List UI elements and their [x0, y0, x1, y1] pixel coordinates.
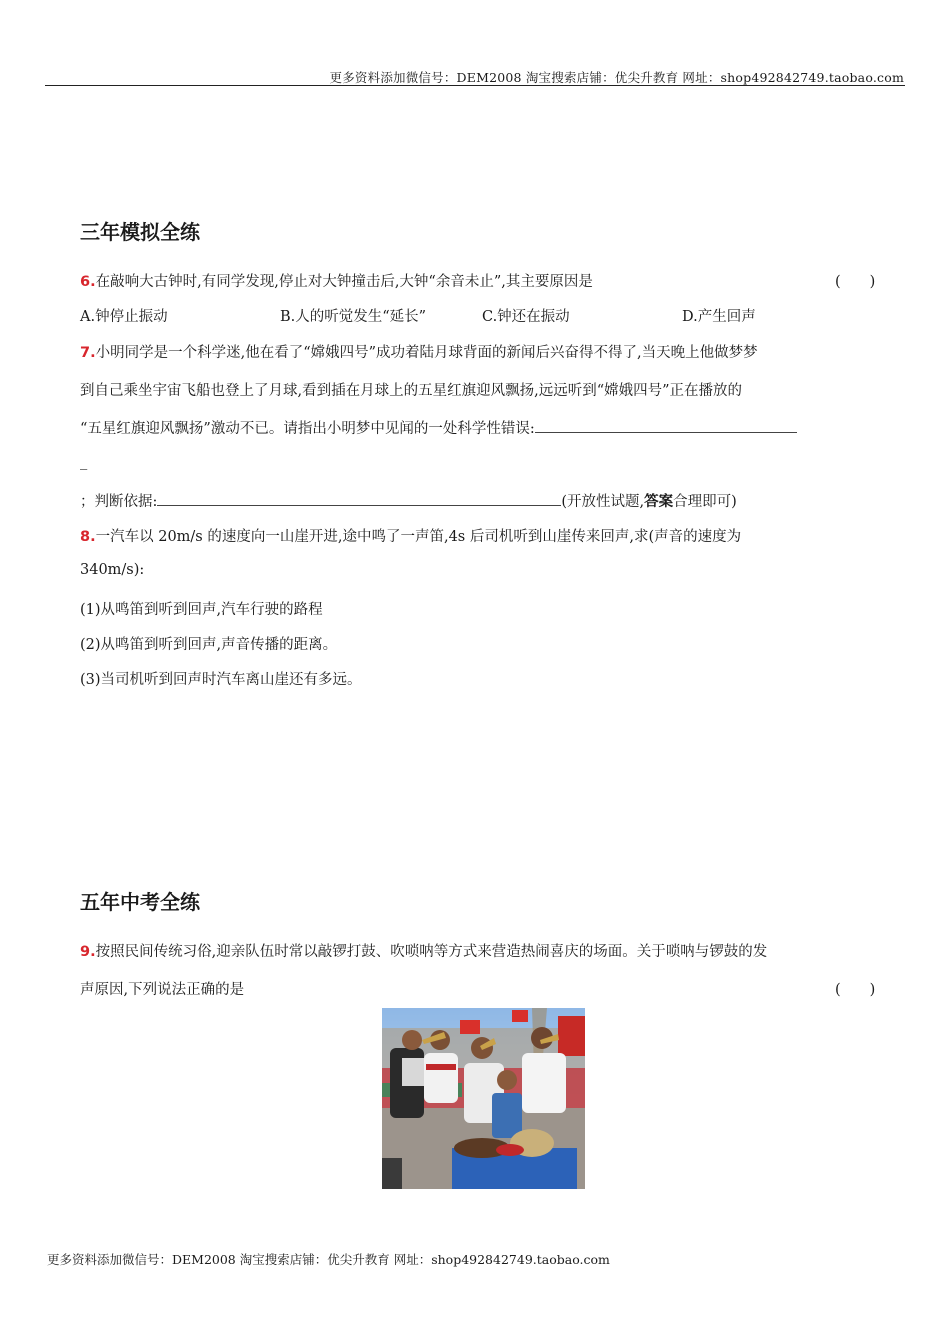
answer-parenthesis: ( ) — [835, 982, 876, 998]
question-7-line-3 — [80, 417, 797, 438]
question-8 — [80, 525, 741, 546]
page-footer-text: 更多资料添加微信号：DEM2008 淘宝搜索店铺：优尖升教育 网址：shop492842749.taobao.com — [47, 1252, 610, 1267]
question-text: 合理即可) — [673, 494, 737, 510]
option-b: B.人的听觉发生“延长” — [280, 309, 427, 325]
question-6 — [80, 270, 593, 291]
section-title-three-year: 三年模拟全练 — [80, 220, 200, 244]
question-text: “五星红旗迎风飘扬”激动不已。请指出小明梦中见闻的一处科学性错误: — [80, 421, 535, 437]
question-text: 小明同学是一个科学迷,他在看了“嫦娥四号”成功着陆月球背面的新闻后兴奋得不得了,当天晚上他做梦梦 — [95, 345, 758, 361]
question-text: ；判断依据: — [80, 494, 158, 510]
procession-photo — [382, 1008, 585, 1189]
question-8-sub-2: (2)从鸣笛到听到回声,声音传播的距离。 — [80, 637, 338, 653]
question-8-sub-3: (3)当司机听到回声时汽车离山崖还有多远。 — [80, 672, 362, 688]
question-number: 8. — [80, 529, 96, 545]
question-text: 在敲响大古钟时,有同学发现,停止对大钟撞击后,大钟“余音未止”,其主要原因是 — [95, 274, 593, 290]
question-7-line-4: _ — [80, 454, 88, 470]
question-8-line-2: 340m/s): — [80, 562, 145, 578]
section-title-five-year: 五年中考全练 — [80, 890, 200, 914]
question-number: 9. — [80, 944, 96, 960]
question-9-line-2: 声原因,下列说法正确的是 — [80, 982, 245, 998]
answer-blank[interactable] — [157, 491, 561, 506]
question-text: (开放性试题, — [561, 494, 645, 510]
question-number: 6. — [80, 274, 96, 290]
option-c: C.钟还在振动 — [482, 309, 570, 325]
question-7-line-2: 到自己乘坐宇宙飞船也登上了月球,看到插在月球上的五星红旗迎风飘扬,远远听到“嫦娥四号”正在播放的 — [80, 383, 743, 399]
header-divider — [45, 85, 905, 86]
question-9 — [80, 940, 767, 961]
option-d: D.产生回声 — [682, 309, 756, 325]
page-header-text: 更多资料添加微信号：DEM2008 淘宝搜索店铺：优尖升教育 网址：shop492842749.taobao.com — [329, 70, 904, 85]
question-text: 一汽车以 20m/s 的速度向一山崖开进,途中鸣了一声笛,4s 后司机听到山崖传来回声,求(声音的速度为 — [95, 529, 742, 545]
answer-blank[interactable] — [535, 418, 797, 433]
question-text: 按照民间传统习俗,迎亲队伍时常以敲锣打鼓、吹唢呐等方式来营造热闹喜庆的场面。关于唢呐与锣鼓的发 — [95, 944, 768, 960]
question-number: 7. — [80, 345, 96, 361]
answer-keyword: 答案 — [644, 494, 674, 510]
question-7 — [80, 341, 758, 362]
option-a: A.钟停止振动 — [80, 309, 168, 325]
answer-parenthesis: ( ) — [835, 274, 876, 290]
question-7-line-5 — [80, 490, 737, 511]
question-8-sub-1: (1)从鸣笛到听到回声,汽车行驶的路程 — [80, 602, 323, 618]
